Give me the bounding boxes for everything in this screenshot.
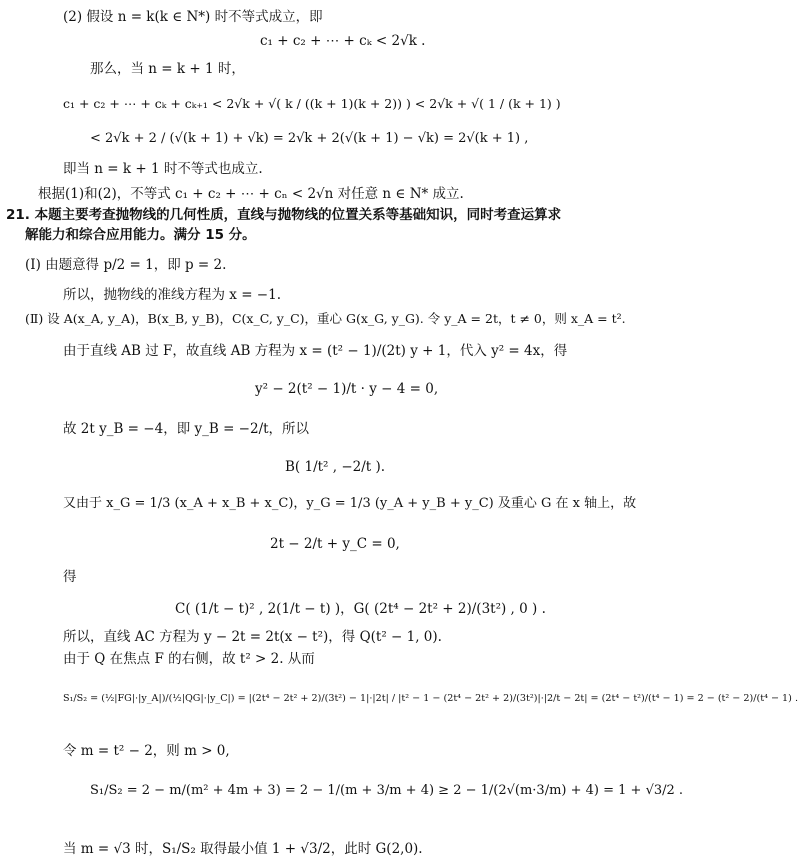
- line-25: S₁/S₂ = 2 − m/(m² + 4m + 3) = 2 − 1/(m + 3/m + 4) ≥ 2 − 1/(2√(m·3/m) + 4) = 1 + √3/2 .: [90, 783, 684, 798]
- line-9-heading: 解能力和综合应用能力。满分 15 分。: [25, 227, 256, 243]
- line-15: 故 2t y_B = −4，即 y_B = −2/t，所以: [63, 421, 310, 437]
- line-22: 由于 Q 在焦点 F 的右侧，故 t² > 2. 从而: [63, 651, 315, 667]
- line-16: B( 1/t² , −2/t ).: [285, 459, 386, 475]
- line-12: (Ⅱ) 设 A(x_A, y_A)，B(x_B, y_B)，C(x_C, y_C)，重心 G(x_G, y_G). 令 y_A = 2t，t ≠ 0，则 x_A = t².: [25, 311, 626, 326]
- line-13: 由于直线 AB 过 F，故直线 AB 方程为 x = (t² − 1)/(2t) y + 1，代入 y² = 4x，得: [63, 343, 568, 359]
- line-23: S₁/S₂ = (½|FG|·|y_A|)/(½|QG|·|y_C|) = |(2t⁴ − 2t² + 2)/(3t²) − 1|·|2t| / |t² − 1 − (2t⁴ − 2t² + 2)/(3t²)|·|2/t − 2t| = (2t⁴ − t²)/(t⁴ − 1) = 2 − (t² − 2)/(t⁴ − 1) .: [63, 693, 798, 704]
- line-5: < 2√k + 2 / (√(k + 1) + √k) = 2√k + 2(√(k + 1) − √k) = 2√(k + 1) ,: [90, 131, 529, 146]
- line-2: c₁ + c₂ + ⋯ + cₖ < 2√k .: [260, 33, 426, 49]
- line-4: c₁ + c₂ + ⋯ + cₖ + cₖ₊₁ < 2√k + √( k / ((k + 1)(k + 2)) ) < 2√k + √( 1 / (k + 1) ): [63, 96, 561, 111]
- line-10: (Ⅰ) 由题意得 p/2 = 1，即 p = 2.: [25, 257, 227, 273]
- line-1: (2) 假设 n = k(k ∈ N*) 时不等式成立，即: [63, 9, 323, 25]
- line-21: 所以，直线 AC 方程为 y − 2t = 2t(x − t²)，得 Q(t² − 1, 0).: [63, 629, 442, 645]
- line-26: 当 m = √3 时，S₁/S₂ 取得最小值 1 + √3/2，此时 G(2,0).: [63, 841, 423, 857]
- line-8-heading: 21. 本题主要考查抛物线的几何性质，直线与抛物线的位置关系等基础知识，同时考查运算求: [6, 207, 562, 223]
- line-6: 即当 n = k + 1 时不等式也成立.: [63, 161, 263, 177]
- line-19: 得: [63, 569, 77, 585]
- line-24: 令 m = t² − 2，则 m > 0,: [63, 743, 230, 759]
- line-3: 那么，当 n = k + 1 时，: [90, 61, 245, 77]
- line-20: C( (1/t − t)² , 2(1/t − t) )，G( (2t⁴ − 2t² + 2)/(3t²) , 0 ) .: [175, 601, 546, 617]
- line-7: 根据(1)和(2)，不等式 c₁ + c₂ + ⋯ + cₙ < 2√n 对任意 n ∈ N* 成立.: [38, 186, 464, 202]
- line-18: 2t − 2/t + y_C = 0,: [270, 536, 400, 552]
- line-14: y² − 2(t² − 1)/t · y − 4 = 0,: [255, 381, 439, 397]
- line-17: 又由于 x_G = 1/3 (x_A + x_B + x_C)，y_G = 1/3 (y_A + y_B + y_C) 及重心 G 在 x 轴上，故: [63, 496, 637, 511]
- line-11: 所以，抛物线的准线方程为 x = −1.: [63, 287, 281, 303]
